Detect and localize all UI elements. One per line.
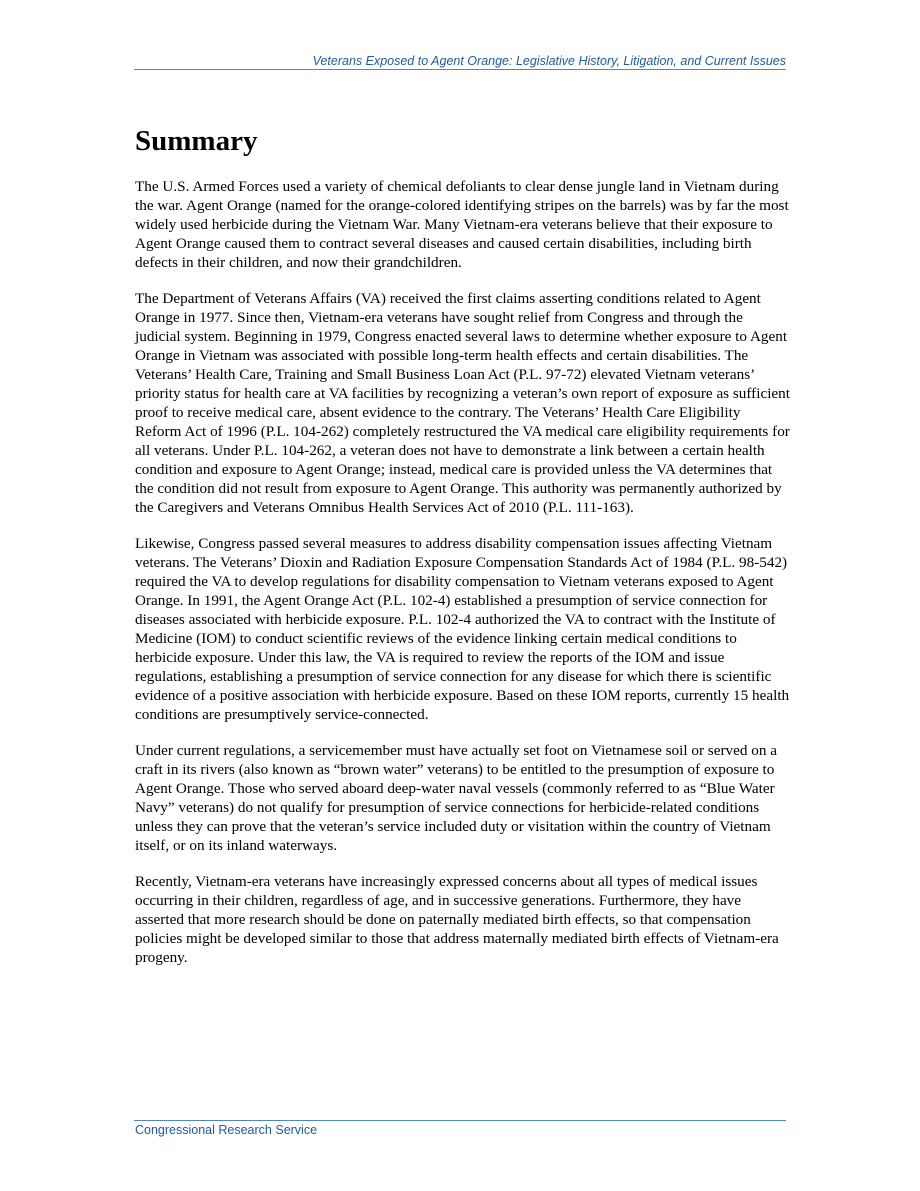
summary-paragraph-3: Likewise, Congress passed several measures to address disability compensation issues affecting Vietnam veterans. The Veterans’ Dioxin and Radiation Exposure Compensation Standards Act of 1984 (P.L. 98-542) required the VA to develop regulations for disability compensation to Vietnam veterans exposed to Agent Orange. In 1991, the Agent Orange Act (P.L. 102-4) established a presumption of service connection for diseases associated with herbicide exposure. P.L. 102-4 authorized the VA to contract with the Institute of Medicine (IOM) to conduct scientific reviews of the evidence linking certain medical conditions to herbicide exposure. Under this law, the VA is required to review the reports of the IOM and issue regulations, establishing a presumption of service connection for any disease for which there is scientific evidence of a positive association with herbicide exposure. Based on these IOM reports, currently 15 health conditions are presumptively service-connected. — [135, 535, 790, 723]
footer-divider — [134, 1120, 786, 1121]
running-header-title: Veterans Exposed to Agent Orange: Legislative History, Litigation, and Current Issues — [312, 54, 786, 68]
summary-paragraph-4: Under current regulations, a servicemember must have actually set foot on Vietnamese soil or served on a craft in its rivers (also known as “brown water” veterans) to be entitled to the presumption of exposure to Agent Orange. Those who served aboard deep-water naval vessels (commonly referred to as “Blue Water Navy” veterans) do not qualify for presumption of service connections for herbicide-related conditions unless they can prove that the veteran’s service included duty or visitation within the country of Vietnam itself, or on its inland waterways. — [135, 742, 777, 854]
header-divider — [134, 69, 786, 70]
footer-source: Congressional Research Service — [135, 1123, 318, 1137]
summary-paragraph-2: The Department of Veterans Affairs (VA) received the first claims asserting conditions related to Agent Orange in 1977. Since then, Vietnam-era veterans have sought relief from Congress and through the judicial system. Beginning in 1979, Congress enacted several laws to determine whether exposure to Agent Orange in Vietnam was associated with possible long-term health effects and certain disabilities. The Veterans’ Health Care, Training and Small Business Loan Act (P.L. 97-72) elevated Vietnam veterans’ priority status for health care at VA facilities by recognizing a veteran’s own report of exposure as sufficient proof to receive medical care, absent evidence to the contrary. The Veterans’ Health Care Eligibility Reform Act of 1996 (P.L. 104-262) completely restructured the VA medical care eligibility requirements for all veterans. Under P.L. 104-262, a veteran does not have to demonstrate a link between a certain health condition and exposure to Agent Orange; instead, medical care is provided unless the VA determines that the condition did not result from exposure to Agent Orange. This authority was permanently authorized by the Caregivers and Veterans Omnibus Health Services Act of 2010 (P.L. 111-163). — [135, 290, 790, 516]
page-title: Summary — [135, 125, 258, 157]
summary-paragraph-5: Recently, Vietnam-era veterans have increasingly expressed concerns about all types of medical issues occurring in their children, regardless of age, and in successive generations. Furthermore, they have asserted that more research should be done on paternally mediated birth effects, so that compensation policies might be developed similar to those that address maternally mediated birth effects of Vietnam-era progeny. — [135, 873, 779, 966]
summary-paragraph-1: The U.S. Armed Forces used a variety of chemical defoliants to clear dense jungle land in Vietnam during the war. Agent Orange (named for the orange-colored identifying stripes on the barrels) was by far the most widely used herbicide during the Vietnam War. Many Vietnam-era veterans believe that their exposure to Agent Orange caused them to contract several diseases and caused certain disabilities, including birth defects in their children, and now their grandchildren. — [135, 178, 789, 271]
summary-body — [135, 177, 790, 984]
